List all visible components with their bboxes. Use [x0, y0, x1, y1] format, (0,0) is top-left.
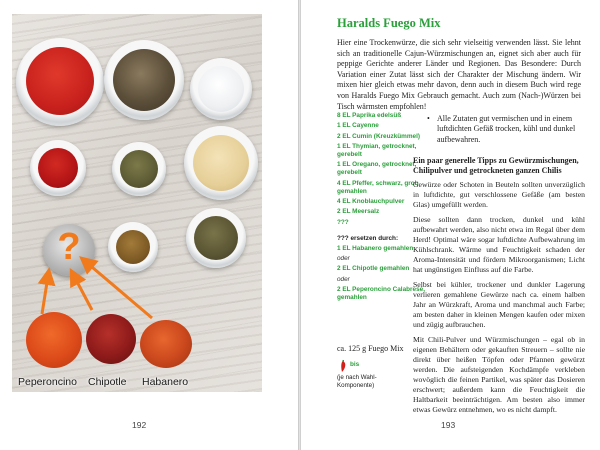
chili-icon	[339, 360, 347, 372]
oder-separator: oder	[337, 255, 350, 263]
tip-paragraph: Mit Chili-Pulver und Würzmischungen – egal ob in eigenen Behältern oder gekauften Streuern – sollte nie direkt über heißen Töpfen oder Pfannen gewürzt werden. Die aufsteigenden Kochdämpfe verkleben wovöglich die feinen Partikel, was später das Dosieren erschwert; außerdem kann die Feuchtigkeit die Haltbarkeit beeinträchtigen. Am besten also immer etwas Gewürz entnehmen, wo es nicht dampft.	[413, 334, 585, 415]
spice-photo	[12, 14, 262, 392]
left-page	[0, 0, 298, 450]
replacement-item: 2 EL Peperoncino Calabrese, gemahlen	[337, 286, 425, 302]
arrow-peperoncino	[42, 276, 48, 314]
label-habanero: Habanero	[142, 376, 189, 388]
bullet-dot: •	[427, 114, 430, 123]
tips-heading: Ein paar generelle Tipps zu Gewürzmischungen, Chilipulver und getrockneten ganzen Chilis	[413, 156, 579, 176]
instruction-text: Alle Zutaten gut vermischen und in einem luftdichten Gefäß trocken, kühl und dunkel aufbewahren.	[437, 114, 576, 144]
ingredient-item: 8 EL Paprika edelsüß	[337, 112, 402, 119]
ingredient-item: 1 EL Oregano, getrocknet, gerebelt	[337, 161, 417, 177]
label-chipotle: Chipotle	[88, 376, 127, 388]
intro-paragraph: Hier eine Trockenwürze, die sich sehr vielseitig verwenden lässt. Sie lehnt sich an traditionelle Cajun-Würzmischungen an, eignet sich aber auch für peppige Gerichte anderer Länder und Regionen. Das Besondere: Durch Variation einer Zutat lässt sich der Charakter der Mischung ändern. Wir mixen hier gleich etwas mehr davon, denn auch in diesem Buch wird rege von Haralds Fuego Mix Gebrauch gemacht. Auch zum (Nach-)Würzen bei Tisch wärmsten empfohlen!	[337, 38, 581, 111]
oder-separator: oder	[337, 275, 350, 283]
heat-range-bis: bis	[350, 361, 360, 368]
ingredient-item: 2 EL Meersalz	[337, 208, 380, 216]
spoon-peperoncino	[26, 312, 82, 368]
label-peperoncino: Peperoncino	[18, 376, 77, 388]
arrow-chipotle	[74, 276, 92, 310]
replacement-item: 1 EL Habanero gemahlen	[337, 244, 414, 252]
recipe-title: Haralds Fuego Mix	[337, 16, 441, 30]
ingredient-item: 4 EL Knoblauchpulver	[337, 197, 405, 205]
tip-paragraph: Selbst bei kühler, trockener und dunkler Lagerung verlieren gemahlene Gewürze nach ca. einem halben Jahr an Würzkraft, Aroma und manchmal auch Farbe; am besten daher in kleinen Mengen kaufen oder mixen und zügig aufbrauchen.	[413, 279, 585, 330]
instruction-bullet	[427, 114, 579, 145]
yield-text: ca. 125 g Fuego Mix	[337, 344, 404, 353]
right-page	[301, 0, 600, 450]
spoon-habanero	[140, 320, 192, 368]
page-number-left: 192	[132, 420, 147, 430]
ingredient-item: 1 EL Thymian, getrocknet, gerebelt	[337, 142, 417, 158]
spoon-chipotle	[86, 314, 136, 364]
ingredient-item: 1 EL Cayenne	[337, 122, 379, 130]
ingredient-item: ???	[337, 218, 349, 226]
question-mark: ?	[57, 226, 81, 268]
ingredient-item: 4 EL Pfeffer, schwarz, grob gemahlen	[337, 179, 419, 195]
tip-paragraph: Gewürze oder Schoten in Beuteln sollten unverzüglich in luftdichte, gut verschlossene Gefäße (am besten Glas) umgefüllt werden.	[413, 180, 585, 210]
replacement-item: 2 EL Chipotle gemahlen	[337, 265, 410, 273]
replacement-heading: ??? ersetzen durch:	[337, 234, 399, 242]
page-number-right: 193	[441, 420, 456, 430]
tip-paragraph: Diese sollten dann trocken, dunkel und kühl aufbewahrt werden, also nicht etwa im Regal über dem Herd! Optimal wäre sogar luftdichte Aufbewahrung im Kühlschrank. Wärme und Feuchtigkeit schaden der Aroma-Intensität und fördern Mikroorganismen; Licht hat ungünstigen Einfluss auf die Farbe.	[413, 214, 585, 275]
tips-section	[413, 180, 585, 420]
heat-note: (je nach Wahl-Komponente)	[337, 374, 377, 389]
ingredient-item: 2 EL Cumin (Kreuzkümmel)	[337, 132, 420, 140]
arrow-habanero	[86, 262, 152, 318]
